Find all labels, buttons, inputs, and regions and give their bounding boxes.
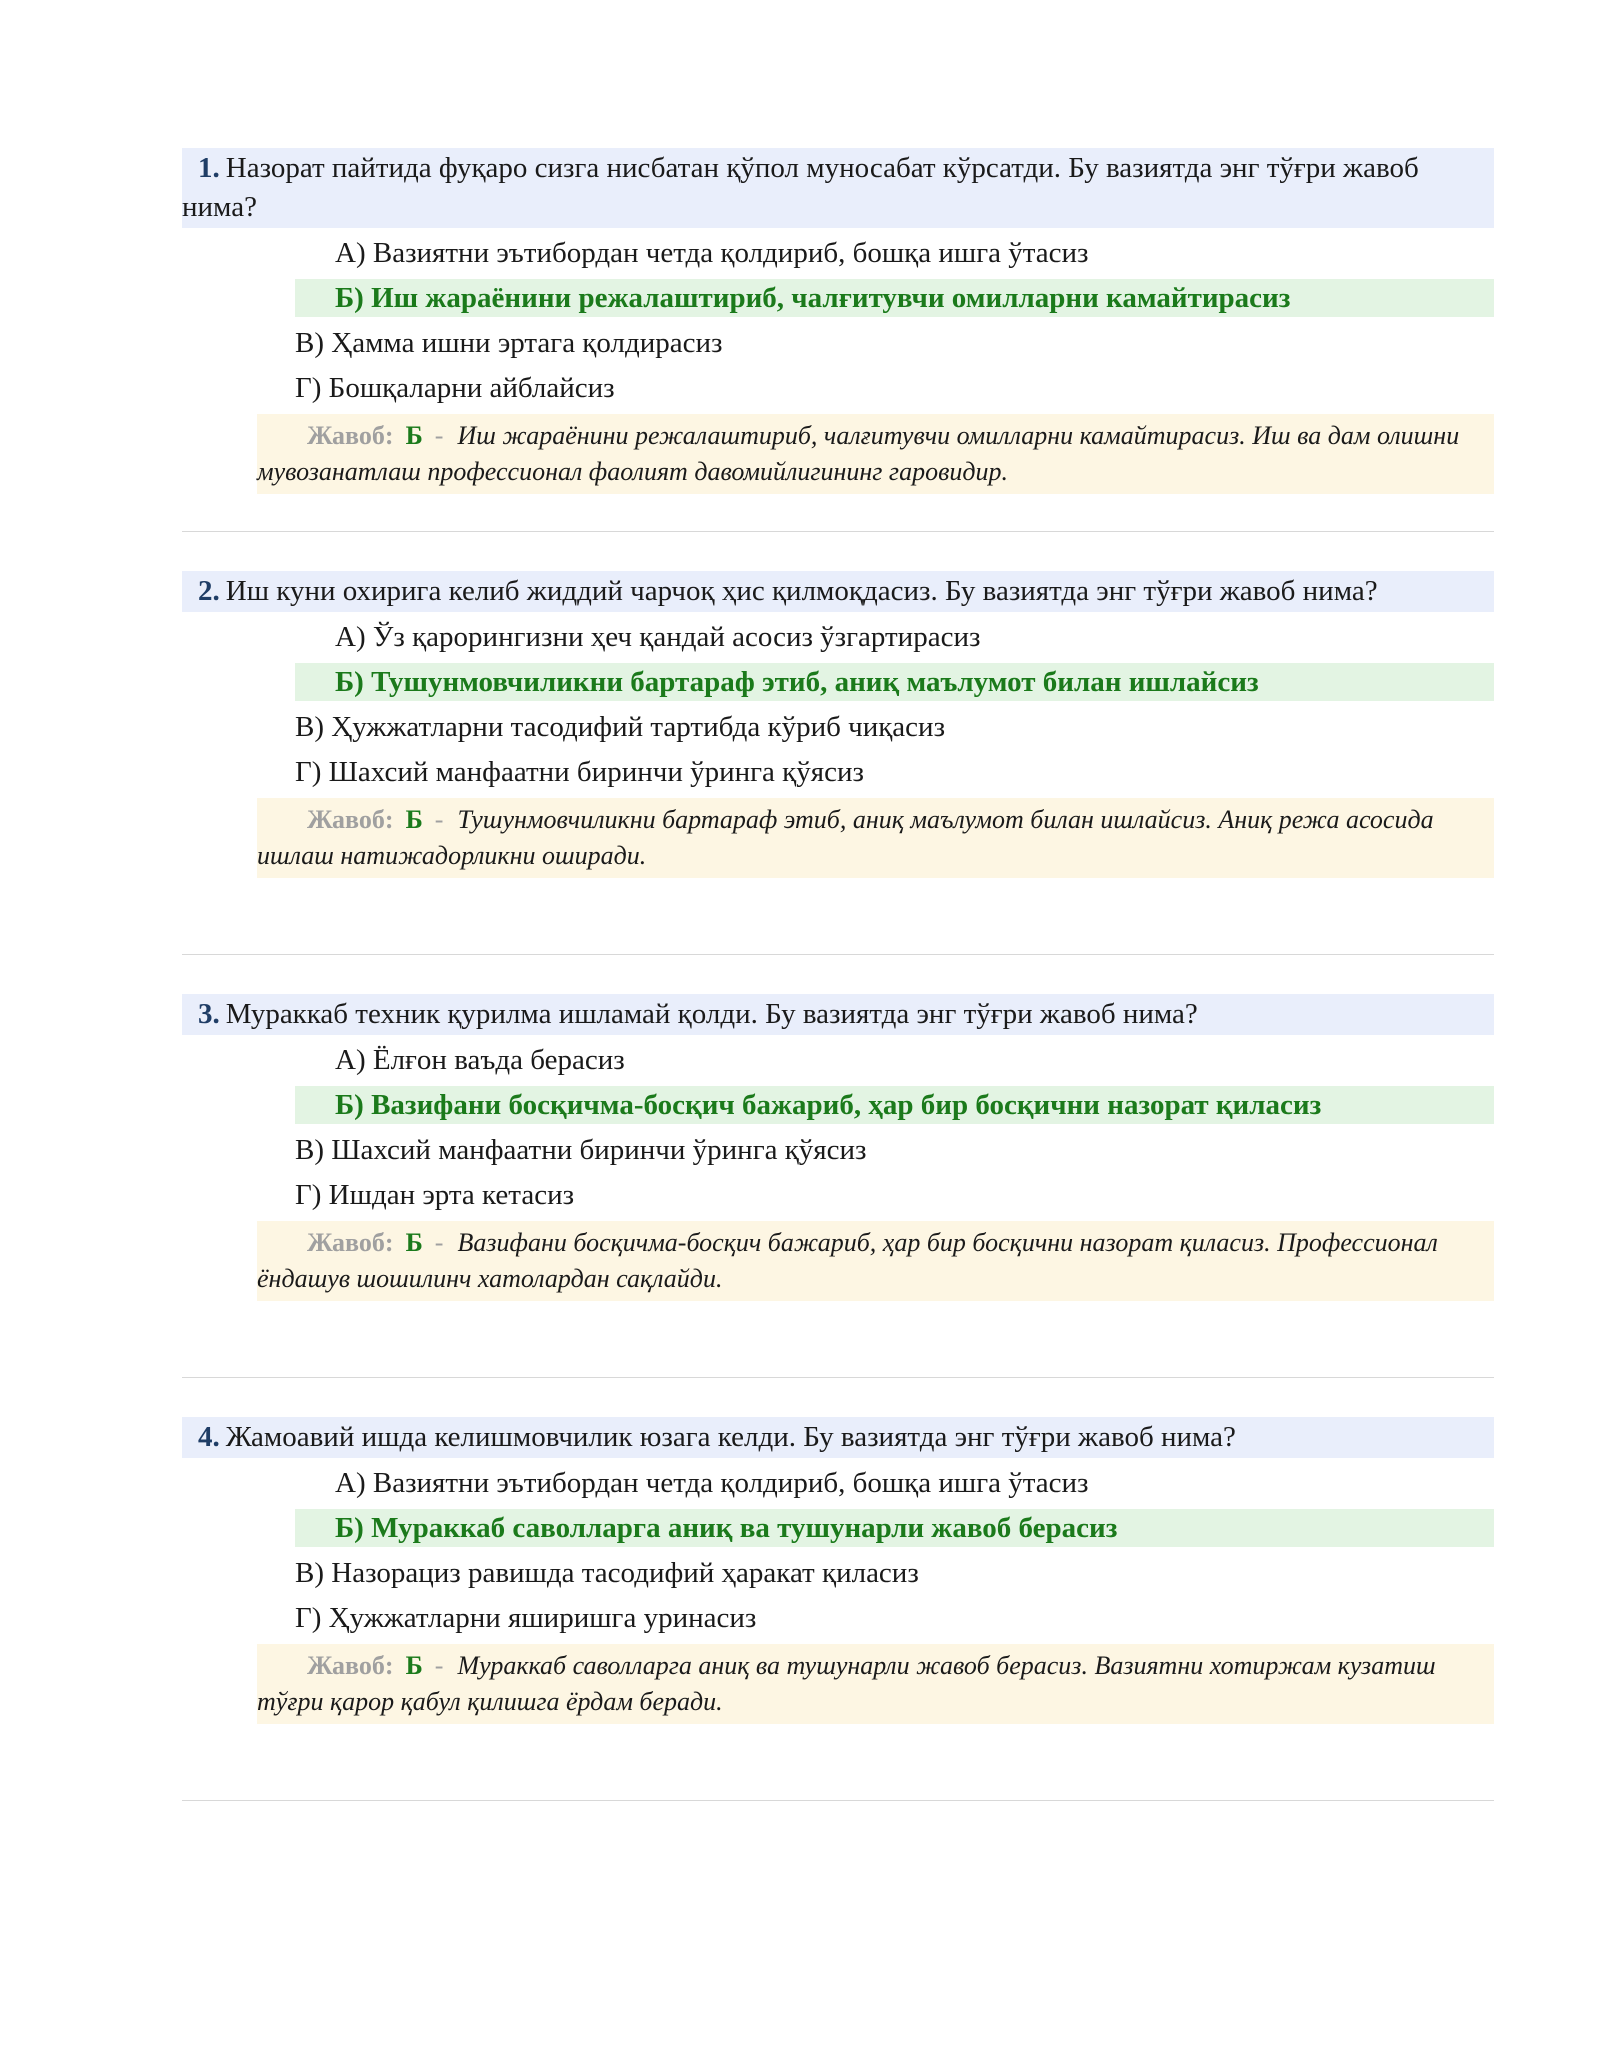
question-text-row bbox=[182, 571, 1494, 612]
question-text-row bbox=[182, 994, 1494, 1035]
answer-label: Жавоб: bbox=[307, 805, 394, 834]
options-list bbox=[182, 234, 1494, 407]
answer-label: Жавоб: bbox=[307, 1228, 394, 1257]
answer-dash: - bbox=[434, 1228, 444, 1257]
option-c[interactable]: В) Шахсий манфаатни биринчи ўринга қўясиз bbox=[295, 1134, 867, 1166]
option-d[interactable]: Г) Ишдан эрта кетасиз bbox=[295, 1179, 575, 1211]
answer-explanation bbox=[257, 414, 1494, 494]
option-c[interactable]: В) Ҳужжатларни тасодифий тартибда кўриб чиқасиз bbox=[295, 711, 946, 743]
question-number: 2. bbox=[198, 575, 220, 607]
question-number: 3. bbox=[198, 998, 220, 1030]
divider bbox=[182, 1377, 1494, 1378]
question-text-row bbox=[182, 148, 1494, 228]
question-block-3 bbox=[182, 994, 1494, 1417]
option-d[interactable]: Г) Ҳужжатларни яширишга уринасиз bbox=[295, 1602, 757, 1634]
question-block-1 bbox=[182, 148, 1494, 571]
question-block-4 bbox=[182, 1417, 1494, 1840]
answer-text: Тушунмовчиликни бартараф этиб, аниқ маълумот билан ишлайсиз. Аниқ режа асосида ишлаш натижадорликни оширади. bbox=[257, 805, 1434, 870]
option-b-correct[interactable]: Б) Иш жараёнини режалаштириб, чалғитувчи омилларни камайтирасиз bbox=[295, 279, 1494, 317]
question-block-2 bbox=[182, 571, 1494, 994]
answer-label: Жавоб: bbox=[307, 421, 394, 450]
question-text: Мураккаб техник қурилма ишламай қолди. Бу вазиятда энг тўғри жавоб нима? bbox=[225, 998, 1198, 1030]
answer-text: Иш жараёнини режалаштириб, чалғитувчи омилларни камайтирасиз. Иш ва дам олишни мувозанатлаш профессионал фаолият давомийлигининг гаровидир. bbox=[257, 421, 1460, 486]
quiz-page bbox=[182, 148, 1494, 1840]
options-list bbox=[182, 1041, 1494, 1214]
option-b-correct[interactable]: Б) Мураккаб саволларга аниқ ва тушунарли жавоб берасиз bbox=[295, 1509, 1494, 1547]
option-b-correct[interactable]: Б) Вазифани босқичма-босқич бажариб, ҳар бир босқични назорат қиласиз bbox=[295, 1086, 1494, 1124]
answer-explanation bbox=[257, 1221, 1494, 1301]
answer-text: Мураккаб саволларга аниқ ва тушунарли жавоб берасиз. Вазиятни хотиржам кузатиш тўғри қарор қабул қилишга ёрдам беради. bbox=[257, 1651, 1436, 1716]
question-text-row bbox=[182, 1417, 1494, 1458]
question-text: Назорат пайтида фуқаро сизга нисбатан қўпол муносабат кўрсатди. Бу вазиятда энг тўғри жавоб нима? bbox=[182, 152, 1419, 223]
option-a[interactable]: А) Ёлғон ваъда берасиз bbox=[335, 1044, 625, 1076]
answer-dash: - bbox=[434, 1651, 444, 1680]
option-a[interactable]: А) Вазиятни эътибордан четда қолдириб, бошқа ишга ўтасиз bbox=[335, 1467, 1089, 1499]
answer-letter: Б bbox=[405, 805, 423, 834]
option-a[interactable]: А) Вазиятни эътибордан четда қолдириб, бошқа ишга ўтасиз bbox=[335, 237, 1089, 269]
option-a[interactable]: А) Ўз қарорингизни ҳеч қандай асосиз ўзгартирасиз bbox=[335, 621, 981, 653]
answer-letter: Б bbox=[405, 1651, 423, 1680]
question-text: Иш куни охирига келиб жиддий чарчоқ ҳис қилмоқдасиз. Бу вазиятда энг тўғри жавоб нима? bbox=[225, 575, 1378, 607]
option-d[interactable]: Г) Шахсий манфаатни биринчи ўринга қўясиз bbox=[295, 756, 864, 788]
answer-label: Жавоб: bbox=[307, 1651, 394, 1680]
question-text: Жамоавий ишда келишмовчилик юзага келди. Бу вазиятда энг тўғри жавоб нима? bbox=[225, 1421, 1236, 1453]
options-list bbox=[182, 618, 1494, 791]
answer-explanation bbox=[257, 1644, 1494, 1724]
question-number: 4. bbox=[198, 1421, 220, 1453]
option-c[interactable]: В) Назорациз равишда тасодифий ҳаракат қиласиз bbox=[295, 1557, 919, 1589]
answer-letter: Б bbox=[405, 1228, 423, 1257]
answer-explanation bbox=[257, 798, 1494, 878]
option-b-correct[interactable]: Б) Тушунмовчиликни бартараф этиб, аниқ маълумот билан ишлайсиз bbox=[295, 663, 1494, 701]
options-list bbox=[182, 1464, 1494, 1637]
answer-dash: - bbox=[434, 421, 444, 450]
option-d[interactable]: Г) Бошқаларни айблайсиз bbox=[295, 372, 615, 404]
answer-dash: - bbox=[434, 805, 444, 834]
option-c[interactable]: В) Ҳамма ишни эртага қолдирасиз bbox=[295, 327, 723, 359]
divider bbox=[182, 954, 1494, 955]
divider bbox=[182, 1800, 1494, 1801]
answer-letter: Б bbox=[405, 421, 423, 450]
answer-text: Вазифани босқичма-босқич бажариб, ҳар бир босқични назорат қиласиз. Профессионал ёндашув шошилинч хатолардан сақлайди. bbox=[257, 1228, 1438, 1293]
divider bbox=[182, 531, 1494, 532]
question-number: 1. bbox=[198, 152, 220, 184]
